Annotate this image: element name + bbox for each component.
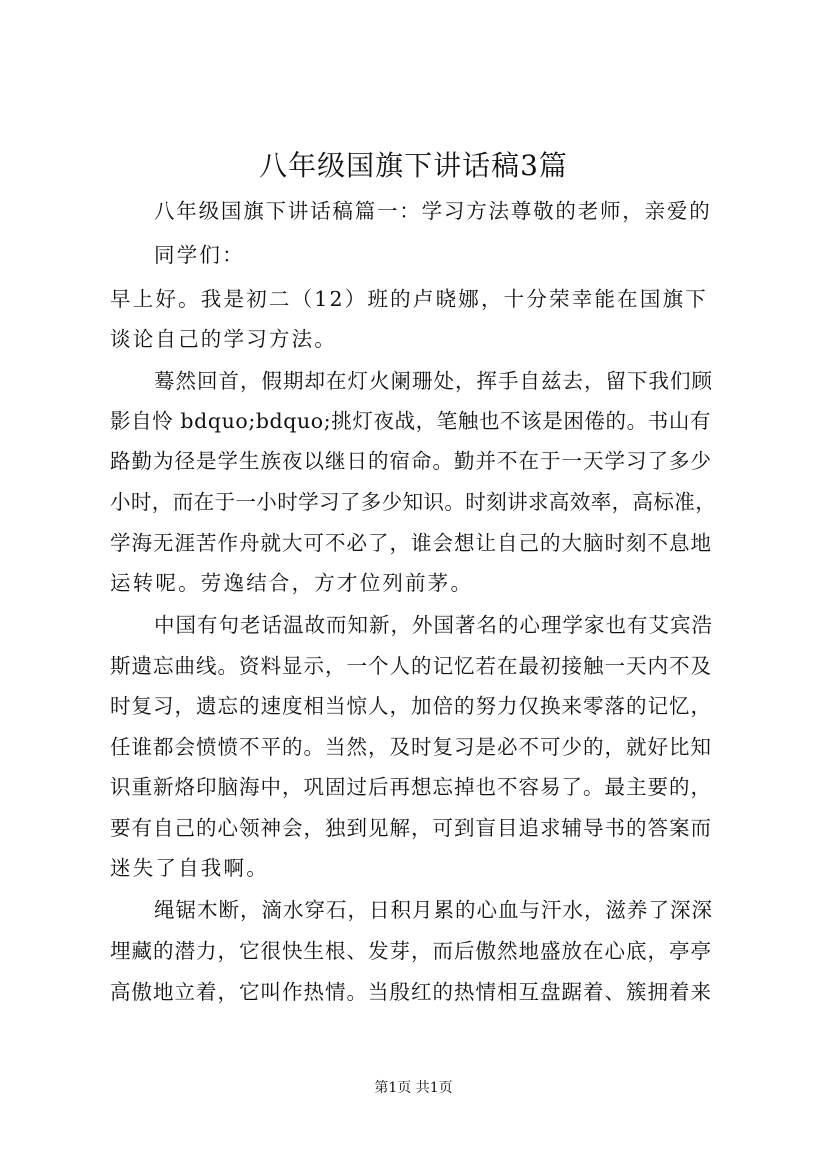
body-line: 识重新烙印脑海中，巩固过后再想忘掉也不容易了。最主要的， (110, 775, 712, 799)
body-line: 时复习，遗忘的速度相当惊人，加倍的努力仅换来零落的记忆， (110, 694, 712, 718)
document-title: 八年级国旗下讲话稿3篇 (259, 149, 568, 182)
body-line: 高傲地立着，它叫作热情。当殷红的热情相互盘踞着、簇拥着来 (110, 980, 712, 1004)
body-line: 运转呢。劳逸结合，方才位列前茅。 (110, 571, 474, 595)
body-line: 要有自己的心领神会，独到见解，可到盲目追求辅导书的答案而 (110, 816, 712, 840)
body-line: 八年级国旗下讲话稿篇一：学习方法尊敬的老师，亲爱的 (154, 199, 712, 223)
body-line: 埋藏的潜力，它很快生根、发芽，而后傲然地盛放在心底，亭亭 (110, 939, 712, 963)
page-number: 第1页 共1页 (374, 1080, 453, 1096)
body-line: 路勤为径是学生族夜以继日的宿命。勤并不在于一天学习了多少 (110, 449, 712, 473)
body-line: 谈论自己的学习方法。 (110, 327, 337, 351)
body-line: 中国有句老话温故而知新，外国著名的心理学家也有艾宾浩 (154, 613, 713, 637)
body-line: 绳锯木断，滴水穿石，日积月累的心血与汗水，滋养了深深 (154, 898, 713, 922)
body-line: 任谁都会愤愤不平的。当然，及时复习是必不可少的，就好比知 (110, 735, 712, 759)
body-line: 蓦然回首，假期却在灯火阑珊处，挥手自兹去，留下我们顾 (154, 369, 713, 393)
body-line: 迷失了自我啊。 (110, 856, 269, 880)
body-line: 早上好。我是初二（12）班的卢晓娜，十分荣幸能在国旗下 (110, 287, 708, 311)
body-line: 同学们： (154, 243, 245, 267)
body-line: 影自怜 bdquo;bdquo;挑灯夜战，笔触也不该是困倦的。书山有 (110, 409, 712, 433)
body-line: 小时，而在于一小时学习了多少知识。时刻讲求高效率，高标准， (110, 490, 717, 514)
body-line: 斯遗忘曲线。资料显示，一个人的记忆若在最初接触一天内不及 (110, 654, 712, 678)
body-line: 学海无涯苦作舟就大可不必了，谁会想让自己的大脑时刻不息地 (110, 531, 712, 555)
